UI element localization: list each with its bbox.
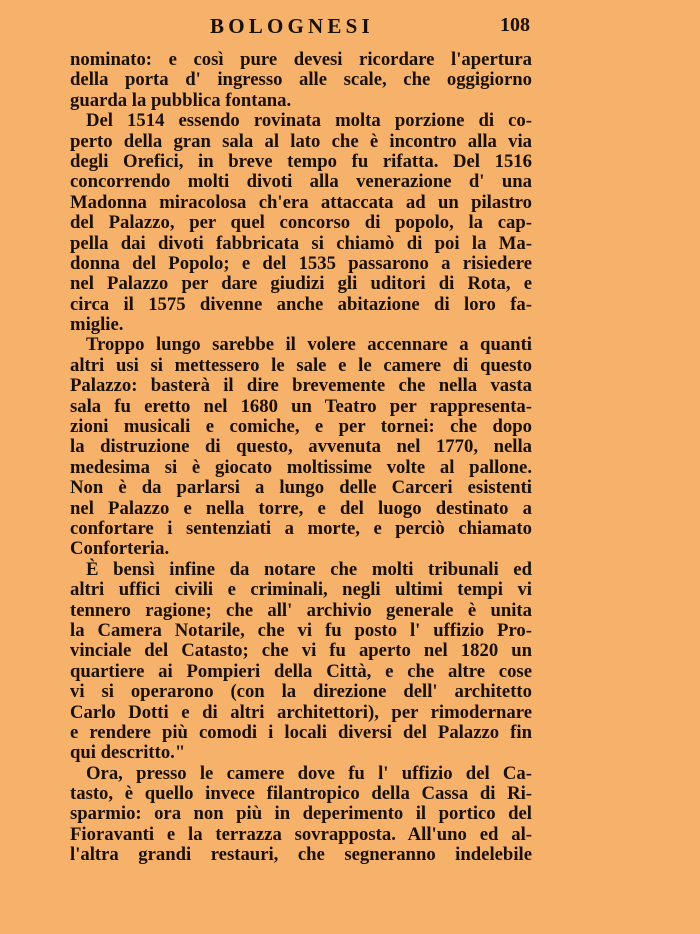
text-line: la Camera Notarile, che vi fu posto l' uffizio Pro-	[70, 619, 532, 641]
body-text	[70, 50, 532, 866]
text-line: degli Orefici, in breve tempo fu rifatta. Del 1516	[70, 150, 532, 172]
text-line: vinciale del Catasto; che vi fu aperto nel 1820 un	[70, 640, 532, 662]
text-line: la distruzione di questo, avvenuta nel 1770, nella	[70, 436, 532, 458]
text-line: quartiere ai Pompieri della Città, e che altre cose	[70, 660, 532, 682]
text-line: Troppo lungo sarebbe il volere accennare a quanti	[86, 334, 532, 356]
text-line: concorrendo molti divoti alla venerazione d' una	[70, 171, 532, 193]
text-line: confortare i sentenziati a morte, e perciò chiamato	[70, 517, 532, 539]
text-line: Conforteria.	[70, 538, 170, 560]
text-line: perto della gran sala al lato che è incontro alla via	[70, 130, 532, 152]
text-line: guarda la pubblica fontana.	[70, 89, 292, 111]
text-line: altri usi si mettessero le sale e le camere di questo	[70, 354, 532, 376]
text-line: nel Palazzo per dare giudizi gli uditori di Rota, e	[70, 273, 532, 295]
text-line: tennero ragione; che all' archivio generale è unita	[70, 599, 532, 621]
text-line: della porta d' ingresso alle scale, che oggigiorno	[70, 69, 532, 91]
text-line: vi si operarono (con la direzione dell' architetto	[70, 681, 532, 703]
page-number: 108	[500, 14, 530, 36]
text-line: qui descritto."	[70, 742, 186, 764]
text-line: sala fu eretto nel 1680 un Teatro per rappresenta-	[70, 395, 532, 417]
text-line: sparmio: ora non più in deperimento il portico del	[70, 803, 532, 825]
text-line: altri uffici civili e criminali, negli ultimi tempi vi	[70, 579, 532, 601]
text-line: zioni musicali e comiche, e per tornei: che dopo	[70, 416, 532, 438]
text-line: Del 1514 essendo rovinata molta porzione di co-	[86, 110, 532, 132]
text-line: nominato: e così pure devesi ricordare l'apertura	[70, 49, 532, 70]
text-line: pella dai divoti fabbricata si chiamò di poi la Ma-	[70, 232, 532, 254]
text-line: e rendere più comodi i locali diversi del Palazzo fin	[70, 721, 532, 743]
text-line: circa il 1575 divenne anche abitazione di loro fa-	[70, 293, 532, 315]
text-line: donna del Popolo; e del 1535 passarono a risiedere	[70, 252, 532, 274]
text-line: Madonna miracolosa ch'era attaccata ad un pilastro	[70, 191, 532, 213]
text-line: medesima si è giocato moltissime volte al pallone.	[70, 456, 532, 478]
text-line: miglie.	[70, 314, 124, 336]
text-line: Ora, presso le camere dove fu l' uffizio del Ca-	[86, 762, 532, 784]
text-line: l'altra grandi restauri, che segneranno indelebile	[70, 844, 532, 866]
page-header	[70, 14, 532, 44]
text-line: Non è da parlarsi a lungo delle Carceri esistenti	[70, 477, 532, 499]
text-line: tasto, è quello invece filantropico della Cassa di Ri-	[70, 783, 532, 805]
text-line: Carlo Dotti e di altri architettori), per rimodernare	[70, 701, 532, 723]
running-head: BOLOGNESI	[210, 14, 374, 38]
text-line: Palazzo: basterà il dire brevemente che nella vasta	[70, 375, 532, 397]
text-line: del Palazzo, per quel concorso di popolo, la cap-	[70, 212, 532, 234]
text-line: Fioravanti e la terrazza sovrapposta. All'uno ed al-	[70, 823, 532, 845]
text-line: È bensì infine da notare che molti tribunali ed	[86, 558, 532, 580]
text-line: nel Palazzo e nella torre, e del luogo destinato a	[70, 497, 532, 519]
